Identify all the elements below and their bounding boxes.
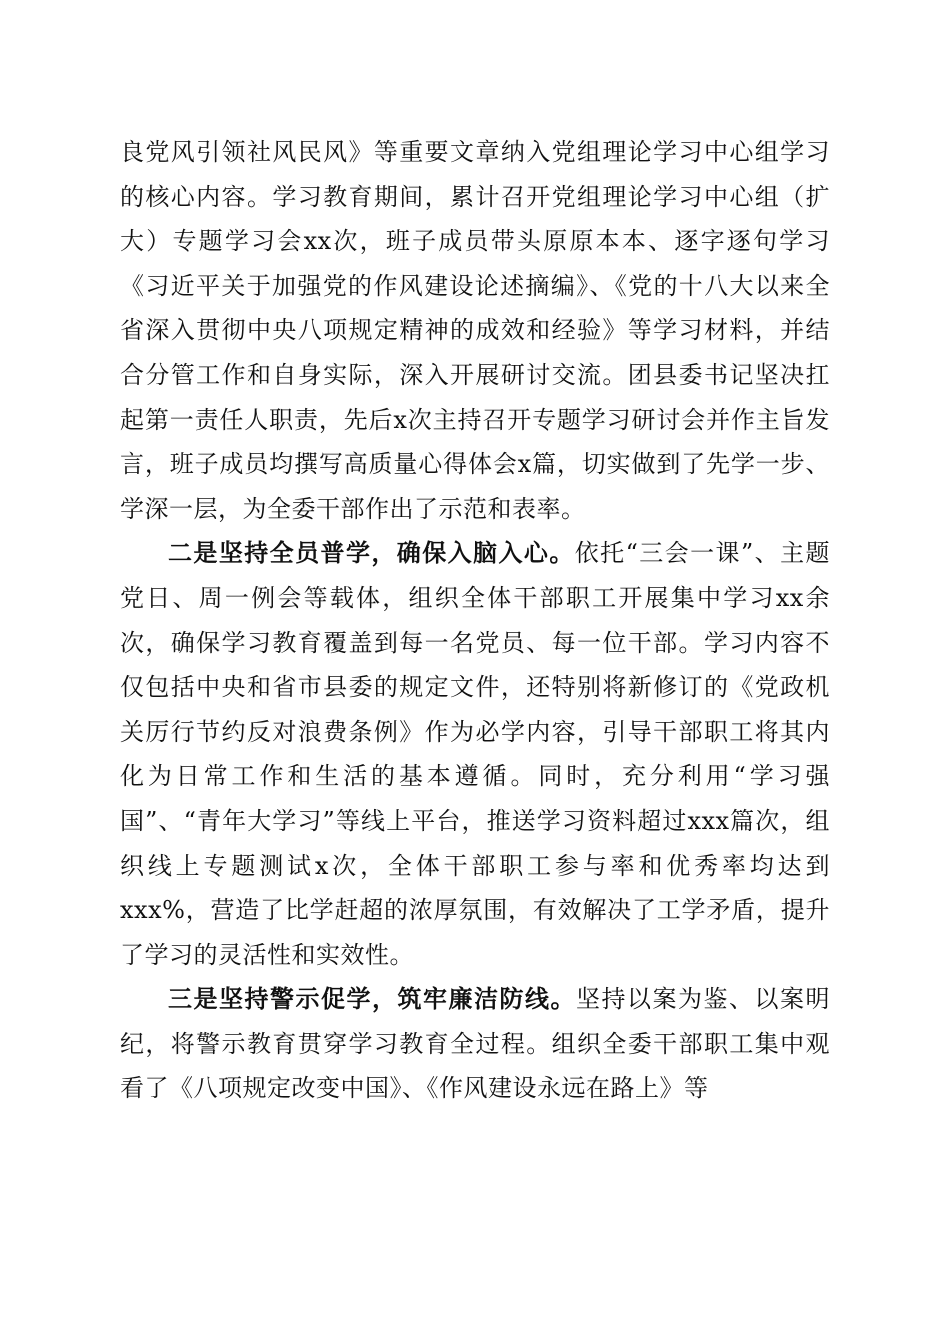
body-paragraph-full-coverage (120, 531, 830, 977)
paragraph-lead-heading: 二是坚持全员普学，确保入脑入心。 (168, 538, 575, 568)
paragraph-text: 良党风引领社风民风》等重要文章纳入党组理论学习中心组学习的核心内容。学习教育期间，累计召开党组理论学习中心组（扩大）专题学习会xx次，班子成员带头原原本本、逐字逐句学习《习近平关于加强党的作风建设论述摘编》、《党的十八大以来全省深入贯彻中央八项规定精神的成效和经验》等学习材料，并结合分管工作和自身实际，深入开展研讨交流。团县委书记坚决扛起第一责任人职责，先后x次主持召开专题学习研讨会并作主旨发言，班子成员均撰写高质量心得体会x篇，切实做到了先学一步、学深一层，为全委干部作出了示范和表率。 (120, 138, 830, 523)
body-paragraph-continued (120, 130, 830, 531)
document-page (120, 130, 830, 1111)
body-paragraph-warning-education (120, 977, 830, 1111)
paragraph-text: 依托“三会一课”、主题党日、周一例会等载体，组织全体干部职工开展集中学习xx余次，确保学习教育覆盖到每一名党员、每一位干部。学习内容不仅包括中央和省市县委的规定文件，还特别将新修订的《党政机关厉行节约反对浪费条例》作为必学内容，引导干部职工将其内化为日常工作和生活的基本遵循。同时，充分利用“学习强国”、“青年大学习”等线上平台，推送学习资料超过xxx篇次，组织线上专题测试x次，全体干部职工参与率和优秀率均达到xxx%，营造了比学赶超的浓厚氛围，有效解决了工学矛盾，提升了学习的灵活性和实效性。 (120, 539, 831, 969)
paragraph-lead-heading: 三是坚持警示促学，筑牢廉洁防线。 (168, 984, 576, 1014)
paragraph-text: 坚持以案为鉴、以案明纪，将警示教育贯穿学习教育全过程。组织全委干部职工集中观看了《八项规定改变中国》、《作风建设永远在路上》等 (120, 985, 830, 1103)
